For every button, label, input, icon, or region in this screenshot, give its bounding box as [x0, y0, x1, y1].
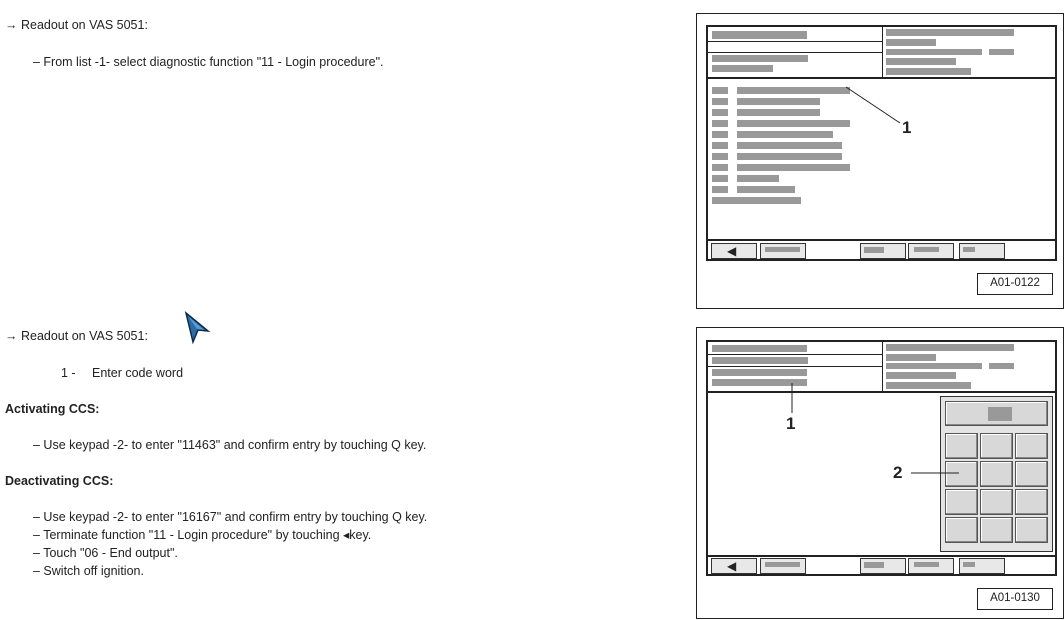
callout-1: 1 — [902, 118, 912, 137]
figure-id: A01-0130 — [977, 588, 1053, 610]
callout-2: 2 — [893, 463, 903, 482]
deactivating-step: – Use keypad -2- to enter "16167" and confirm entry by touching Q key. — [33, 510, 428, 524]
figure-id: A01-0122 — [977, 273, 1053, 295]
back-arrow-icon: ◀ — [727, 559, 737, 573]
section2-heading: → Readout on VAS 5051: — [5, 329, 148, 343]
deactivating-step: – Terminate function "11 - Login procedure" by touching ◂key. — [33, 528, 372, 542]
figure-vas5051-function-list — [696, 13, 1064, 309]
callout-1: 1 — [786, 414, 796, 433]
deactivating-step: – Touch "06 - End output". — [33, 546, 178, 560]
mouse-pointer-icon — [184, 311, 212, 345]
section1-step: – From list -1- select diagnostic function "11 - Login procedure". — [33, 55, 384, 69]
list-item-text: Enter code word — [92, 366, 184, 380]
figure-vas5051-code-entry — [696, 327, 1064, 619]
back-arrow-icon: ◀ — [727, 244, 737, 258]
deactivating-title: Deactivating CCS: — [5, 474, 114, 488]
activating-title: Activating CCS: — [5, 402, 100, 416]
section1-heading: → Readout on VAS 5051: — [5, 18, 148, 32]
list-item-number: 1 - — [61, 366, 76, 380]
deactivating-step: – Switch off ignition. — [33, 564, 144, 578]
activating-step: – Use keypad -2- to enter "11463" and confirm entry by touching Q key. — [33, 438, 427, 452]
